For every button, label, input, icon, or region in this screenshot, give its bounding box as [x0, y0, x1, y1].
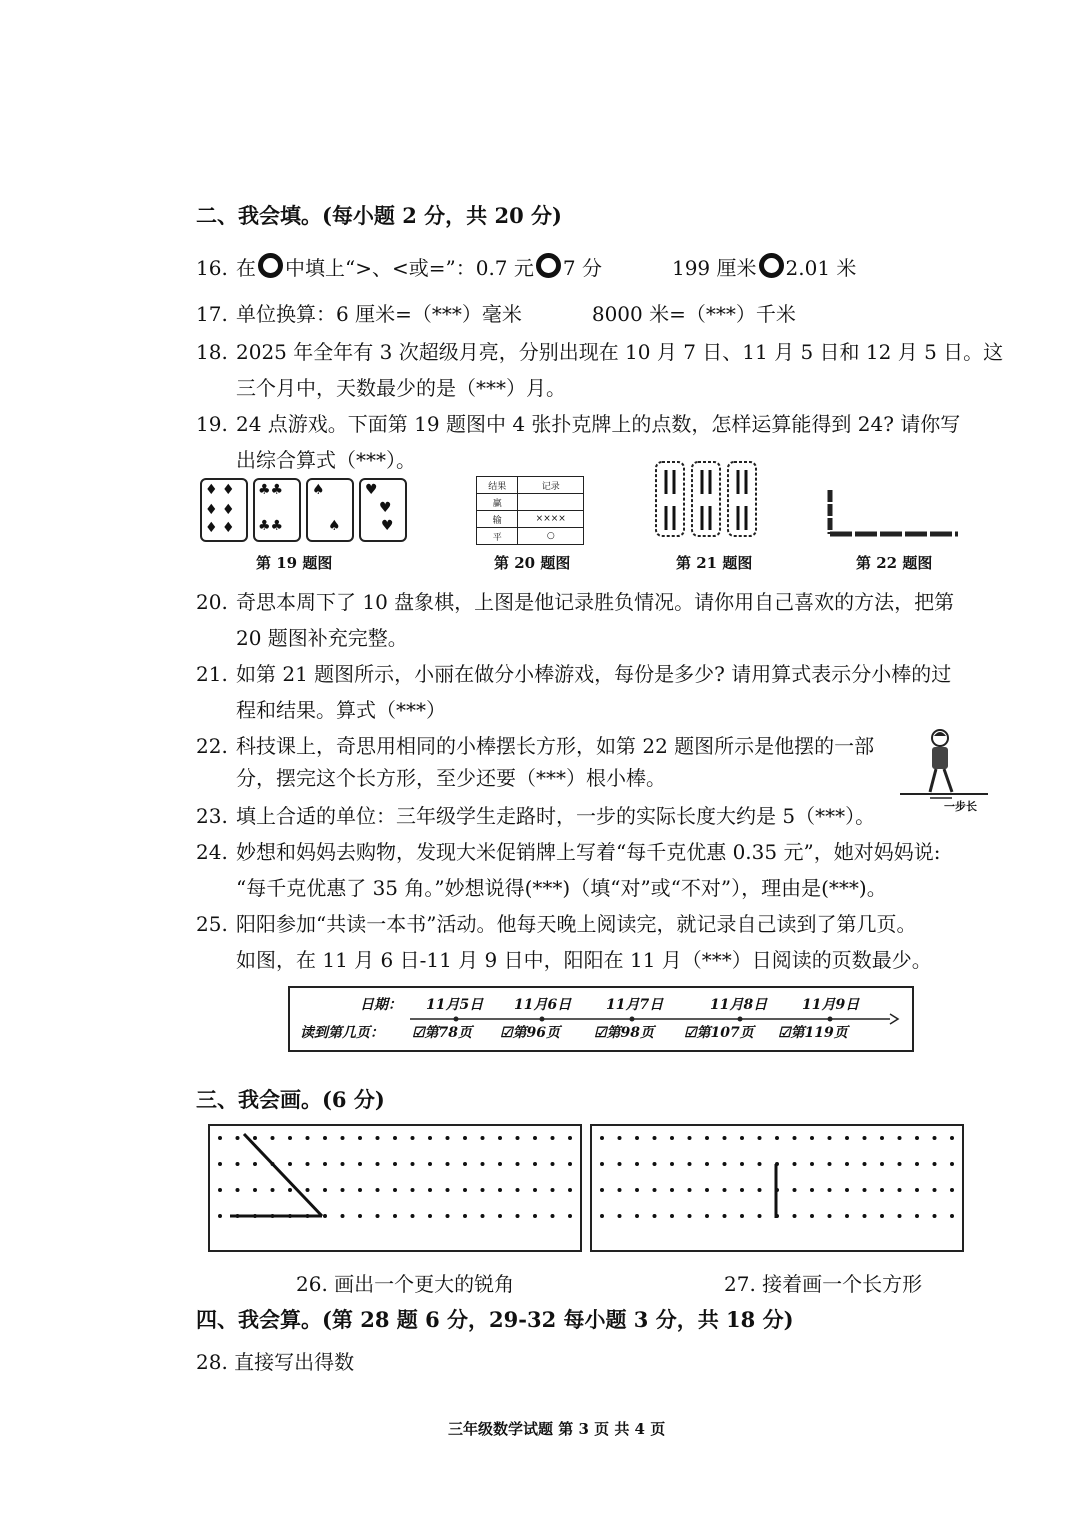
grid-dot[interactable]	[898, 1162, 902, 1166]
grid-dot[interactable]	[271, 1188, 275, 1192]
timeline-date: 11月9日	[802, 997, 860, 1013]
timeline-page: ☑第96页	[500, 1025, 561, 1041]
timeline-page: ☑第107页	[684, 1025, 754, 1041]
timeline-page: ☑第119页	[778, 1025, 848, 1041]
q25-line1: 阳阳参加“共读一本书”活动。他每天晚上阅读完，就记录自己读到了第几页。	[236, 912, 917, 936]
grid-dot[interactable]	[915, 1136, 919, 1140]
grid-dot[interactable]	[933, 1188, 937, 1192]
answer-circle-icon[interactable]	[759, 253, 784, 278]
answer-circle-icon[interactable]	[258, 253, 283, 278]
grid-dot[interactable]	[323, 1136, 327, 1140]
grid-dot[interactable]	[723, 1136, 727, 1140]
grid-dot[interactable]	[600, 1136, 604, 1140]
grid-dot[interactable]	[723, 1188, 727, 1192]
grid-dot[interactable]	[446, 1214, 450, 1218]
grid-dot[interactable]	[775, 1162, 779, 1166]
q16-text-b: 中填上“>、<或=”：0.7 元	[285, 256, 534, 280]
reading-timeline	[288, 986, 914, 1052]
grid-dot[interactable]	[376, 1162, 380, 1166]
question-25	[196, 908, 916, 937]
grid-dot[interactable]	[635, 1136, 639, 1140]
grid-dot[interactable]	[635, 1214, 639, 1218]
grid-dot[interactable]	[236, 1136, 240, 1140]
q22-line2: 分，摆完这个长方形，至少还要（***）根小棒。	[236, 766, 666, 790]
timeline-page: ☑第78页	[412, 1025, 473, 1041]
grid-dot[interactable]	[428, 1188, 432, 1192]
grid-dot[interactable]	[306, 1188, 310, 1192]
grid-dot[interactable]	[551, 1214, 555, 1218]
table-header-record: 记录	[518, 477, 584, 494]
grid-dot[interactable]	[793, 1188, 797, 1192]
grid-dot[interactable]	[568, 1162, 572, 1166]
question-16	[196, 252, 856, 281]
grid-dot[interactable]	[915, 1162, 919, 1166]
grid-dot[interactable]	[288, 1162, 292, 1166]
grid-dot[interactable]	[600, 1188, 604, 1192]
card-hearts-icon: ♥ ♥ ♥	[359, 478, 407, 542]
grid-dot[interactable]	[341, 1162, 345, 1166]
grid-dot[interactable]	[898, 1188, 902, 1192]
grid-dot[interactable]	[341, 1214, 345, 1218]
q23-number: 23.	[196, 804, 228, 828]
grid-dot[interactable]	[828, 1214, 832, 1218]
grid-dot[interactable]	[705, 1188, 709, 1192]
grid-dot[interactable]	[740, 1188, 744, 1192]
grid-dot[interactable]	[705, 1136, 709, 1140]
timeline-page-label: 读到第几页：	[300, 1025, 384, 1041]
grid-dot[interactable]	[218, 1188, 222, 1192]
grid-dot[interactable]	[533, 1162, 537, 1166]
grid-dot[interactable]	[810, 1188, 814, 1192]
grid-dot[interactable]	[880, 1214, 884, 1218]
table-cell-win-record[interactable]	[518, 494, 584, 511]
grid-dot[interactable]	[950, 1162, 954, 1166]
table-row-lose: 输	[477, 511, 518, 528]
grid-dot[interactable]	[358, 1188, 362, 1192]
grid-dot[interactable]	[670, 1162, 674, 1166]
q24-line1: 妙想和妈妈去购物，发现大米促销牌上写着“每千克优惠 0.35 元”，她对妈妈说:	[236, 840, 941, 864]
grid-dot[interactable]	[306, 1162, 310, 1166]
grid-dot[interactable]	[600, 1214, 604, 1218]
grid-dot[interactable]	[376, 1136, 380, 1140]
grid-dot[interactable]	[463, 1136, 467, 1140]
grid-dot[interactable]	[845, 1136, 849, 1140]
grid-dot[interactable]	[933, 1214, 937, 1218]
grid-dot[interactable]	[898, 1214, 902, 1218]
grid-dot[interactable]	[393, 1214, 397, 1218]
table-row-win: 赢	[477, 494, 518, 511]
grid-dot[interactable]	[516, 1162, 520, 1166]
question-23	[196, 800, 875, 829]
timeline-date-label: 日期：	[360, 997, 402, 1013]
grid-dot[interactable]	[411, 1214, 415, 1218]
grid-dot[interactable]	[635, 1188, 639, 1192]
grid-dot[interactable]	[253, 1162, 257, 1166]
dot-grid-rectangle[interactable]	[590, 1124, 964, 1252]
grid-dot[interactable]	[481, 1136, 485, 1140]
q24-number: 24.	[196, 840, 228, 864]
grid-dot[interactable]	[288, 1188, 292, 1192]
grid-dot[interactable]	[898, 1136, 902, 1140]
figure-22-stick-rectangle-icon	[822, 484, 962, 544]
q22-line1: 科技课上，奇思用相同的小棒摆长方形，如第 22 题图所示是他摆的一部	[236, 734, 875, 758]
q20-line2: 20 题图补充完整。	[236, 626, 408, 650]
grid-dot[interactable]	[618, 1162, 622, 1166]
grid-dot[interactable]	[411, 1162, 415, 1166]
question-27: 27. 接着画一个长方形	[724, 1272, 923, 1296]
grid-dot[interactable]	[323, 1188, 327, 1192]
grid-dot[interactable]	[428, 1214, 432, 1218]
walking-girl-icon	[900, 726, 990, 806]
grid-dot[interactable]	[428, 1136, 432, 1140]
grid-dot[interactable]	[271, 1136, 275, 1140]
caption-fig-19: 第 19 题图	[256, 554, 333, 572]
grid-dot[interactable]	[688, 1162, 692, 1166]
grid-dot[interactable]	[463, 1188, 467, 1192]
grid-dot[interactable]	[950, 1188, 954, 1192]
caption-fig-21: 第 21 题图	[676, 554, 753, 572]
q21-number: 21.	[196, 662, 228, 686]
grid-dot[interactable]	[688, 1214, 692, 1218]
grid-dot[interactable]	[723, 1214, 727, 1218]
grid-dot[interactable]	[253, 1188, 257, 1192]
grid-dot[interactable]	[880, 1162, 884, 1166]
grid-dot[interactable]	[271, 1162, 275, 1166]
q17-text-b: 8000 米=（***）千米	[591, 302, 796, 326]
q16-number: 16.	[196, 256, 228, 280]
grid-dot[interactable]	[828, 1162, 832, 1166]
table-header-result: 结果	[477, 477, 518, 494]
grid-dot[interactable]	[323, 1162, 327, 1166]
grid-dot[interactable]	[253, 1136, 257, 1140]
grid-dot[interactable]	[723, 1162, 727, 1166]
grid-dot[interactable]	[218, 1162, 222, 1166]
grid-dot[interactable]	[845, 1162, 849, 1166]
grid-dot[interactable]	[863, 1136, 867, 1140]
caption-fig-22: 第 22 题图	[856, 554, 933, 572]
grid-dot[interactable]	[551, 1188, 555, 1192]
grid-dot[interactable]	[915, 1188, 919, 1192]
grid-dot[interactable]	[618, 1136, 622, 1140]
grid-dot[interactable]	[481, 1162, 485, 1166]
grid-dot[interactable]	[653, 1136, 657, 1140]
q16-text-e: 2.01 米	[785, 256, 857, 280]
q17-number: 17.	[196, 302, 228, 326]
q18-number: 18.	[196, 340, 228, 364]
grid-dot[interactable]	[775, 1188, 779, 1192]
grid-dot[interactable]	[863, 1188, 867, 1192]
grid-dot[interactable]	[358, 1214, 362, 1218]
grid-dot[interactable]	[498, 1214, 502, 1218]
q25-number: 25.	[196, 912, 228, 936]
grid-dot[interactable]	[653, 1188, 657, 1192]
question-18	[196, 336, 1003, 365]
grid-dot[interactable]	[845, 1214, 849, 1218]
answer-circle-icon[interactable]	[536, 253, 561, 278]
grid-dot[interactable]	[288, 1214, 292, 1218]
grid-dot[interactable]	[653, 1214, 657, 1218]
q20-number: 20.	[196, 590, 228, 614]
grid-dot[interactable]	[306, 1214, 310, 1218]
grid-dot[interactable]	[533, 1136, 537, 1140]
section-3-heading: 三、我会画。(6 分)	[196, 1087, 385, 1112]
section-2-heading: 二、我会填。(每小题 2 分，共 20 分)	[196, 203, 562, 228]
q19-line1: 24 点游戏。下面第 19 题图中 4 张扑克牌上的点数，怎样运算能得到 24? 请你写	[236, 412, 961, 436]
grid-dot[interactable]	[393, 1188, 397, 1192]
grid-dot[interactable]	[498, 1136, 502, 1140]
question-21	[196, 658, 951, 687]
grid-dot[interactable]	[271, 1214, 275, 1218]
table-cell-lose-record: ××××	[518, 511, 584, 528]
grid-dot[interactable]	[481, 1214, 485, 1218]
q22-number: 22.	[196, 734, 228, 758]
grid-dot[interactable]	[688, 1188, 692, 1192]
table-cell-draw-record: ○	[518, 528, 584, 545]
q25-line2: 如图，在 11 月 6 日-11 月 9 日中，阳阳在 11 月（***）日阅读的页数最少。	[236, 948, 932, 972]
grid-dot[interactable]	[810, 1136, 814, 1140]
grid-dot[interactable]	[933, 1136, 937, 1140]
grid-dot[interactable]	[880, 1136, 884, 1140]
grid-dot[interactable]	[705, 1162, 709, 1166]
grid-dot[interactable]	[498, 1162, 502, 1166]
grid-dot[interactable]	[323, 1214, 327, 1218]
grid-dot[interactable]	[950, 1136, 954, 1140]
timeline-date: 11月6日	[514, 997, 572, 1013]
grid-dot[interactable]	[358, 1162, 362, 1166]
q16-text-d: 199 厘米	[671, 256, 757, 280]
grid-dot[interactable]	[688, 1136, 692, 1140]
grid-dot[interactable]	[341, 1136, 345, 1140]
figure-21-sticks-icon	[652, 460, 762, 540]
grid-dot[interactable]	[740, 1214, 744, 1218]
grid-dot[interactable]	[393, 1136, 397, 1140]
grid-dot[interactable]	[516, 1136, 520, 1140]
grid-dot[interactable]	[740, 1136, 744, 1140]
question-26: 26. 画出一个更大的锐角	[296, 1272, 515, 1296]
grid-dot[interactable]	[828, 1136, 832, 1140]
card-clubs-icon: ♣♣ ♣♣	[253, 478, 301, 542]
grid-dot[interactable]	[533, 1214, 537, 1218]
timeline-date: 11月8日	[710, 997, 768, 1013]
q19-number: 19.	[196, 412, 228, 436]
grid-dot[interactable]	[933, 1162, 937, 1166]
grid-dot[interactable]	[463, 1162, 467, 1166]
grid-dot[interactable]	[516, 1188, 520, 1192]
grid-dot[interactable]	[705, 1214, 709, 1218]
page-footer: 三年级数学试题 第 3 页 共 4 页	[448, 1420, 666, 1438]
grid-dot[interactable]	[236, 1214, 240, 1218]
grid-dot[interactable]	[810, 1214, 814, 1218]
grid-dot[interactable]	[758, 1214, 762, 1218]
grid-dot[interactable]	[411, 1188, 415, 1192]
q21-line1: 如第 21 题图所示，小丽在做分小棒游戏，每份是多少? 请用算式表示分小棒的过	[236, 662, 952, 686]
grid-dot[interactable]	[218, 1214, 222, 1218]
grid-dot[interactable]	[793, 1214, 797, 1218]
question-17	[196, 298, 796, 327]
question-22	[196, 730, 874, 759]
grid-dot[interactable]	[828, 1188, 832, 1192]
grid-dot[interactable]	[551, 1136, 555, 1140]
grid-dot[interactable]	[393, 1162, 397, 1166]
timeline-page: ☑第98页	[594, 1025, 655, 1041]
question-20	[196, 586, 954, 615]
grid-dot[interactable]	[428, 1162, 432, 1166]
grid-dot[interactable]	[758, 1136, 762, 1140]
question-19	[196, 408, 960, 437]
question-24	[196, 836, 940, 865]
dot-grid-angle-canvas	[210, 1126, 580, 1250]
grid-dot[interactable]	[218, 1136, 222, 1140]
grid-dot[interactable]	[915, 1214, 919, 1218]
grid-dot[interactable]	[463, 1214, 467, 1218]
grid-dot[interactable]	[793, 1136, 797, 1140]
grid-dot[interactable]	[498, 1188, 502, 1192]
grid-dot[interactable]	[863, 1214, 867, 1218]
grid-dot[interactable]	[775, 1214, 779, 1218]
section-4-heading: 四、我会算。(第 28 题 6 分，29-32 每小题 3 分，共 18 分)	[196, 1307, 794, 1332]
q24-line2: “每千克优惠了 35 角。”妙想说得(***)（填“对”或“不对”），理由是(***)。	[236, 876, 887, 900]
grid-dot[interactable]	[568, 1136, 572, 1140]
q19-line2: 出综合算式（***）。	[236, 448, 416, 472]
dot-grid-rectangle-canvas	[592, 1126, 962, 1250]
dot-grid-angle[interactable]	[208, 1124, 582, 1252]
grid-dot[interactable]	[950, 1214, 954, 1218]
figure-20-table	[476, 476, 584, 545]
q18-line2: 三个月中，天数最少的是（***）月。	[236, 376, 566, 400]
grid-dot[interactable]	[568, 1188, 572, 1192]
grid-dot[interactable]	[551, 1162, 555, 1166]
grid-dot[interactable]	[758, 1188, 762, 1192]
grid-dot[interactable]	[516, 1214, 520, 1218]
q17-text-a: 单位换算：6 厘米=（***）毫米	[236, 302, 522, 326]
grid-dot[interactable]	[775, 1136, 779, 1140]
grid-dot[interactable]	[670, 1136, 674, 1140]
table-row-draw: 平	[477, 528, 518, 545]
grid-dot[interactable]	[533, 1188, 537, 1192]
grid-dot[interactable]	[288, 1136, 292, 1140]
grid-dot[interactable]	[376, 1188, 380, 1192]
question-28: 28. 直接写出得数	[196, 1350, 355, 1374]
grid-dot[interactable]	[446, 1188, 450, 1192]
q21-line2: 程和结果。算式（***）	[236, 698, 446, 722]
caption-fig-20: 第 20 题图	[494, 554, 571, 572]
grid-dot[interactable]	[411, 1136, 415, 1140]
grid-dot[interactable]	[358, 1136, 362, 1140]
card-diamonds-icon: ♦ ♦ ♦ ♦ ♦ ♦	[200, 478, 248, 542]
q20-line1: 奇思本周下了 10 盘象棋，上图是他记录胜负情况。请你用自己喜欢的方法，把第	[236, 590, 955, 614]
q16-text-a: 在	[236, 256, 256, 280]
grid-dot[interactable]	[653, 1162, 657, 1166]
grid-dot[interactable]	[481, 1188, 485, 1192]
grid-dot[interactable]	[341, 1188, 345, 1192]
grid-dot[interactable]	[845, 1188, 849, 1192]
grid-dot[interactable]	[880, 1188, 884, 1192]
grid-dot[interactable]	[758, 1162, 762, 1166]
grid-dot[interactable]	[618, 1214, 622, 1218]
step-length-label: 一步长	[944, 800, 977, 813]
grid-dot[interactable]	[635, 1162, 639, 1166]
grid-dot[interactable]	[236, 1162, 240, 1166]
timeline-date: 11月5日	[426, 997, 484, 1013]
grid-dot[interactable]	[793, 1162, 797, 1166]
grid-dot[interactable]	[863, 1162, 867, 1166]
grid-dot[interactable]	[376, 1214, 380, 1218]
grid-dot[interactable]	[236, 1188, 240, 1192]
q23-text: 填上合适的单位：三年级学生走路时，一步的实际长度大约是 5（***）。	[236, 804, 876, 828]
grid-dot[interactable]	[810, 1162, 814, 1166]
grid-dot[interactable]	[670, 1188, 674, 1192]
grid-dot[interactable]	[306, 1136, 310, 1140]
grid-dot[interactable]	[600, 1162, 604, 1166]
grid-dot[interactable]	[253, 1214, 257, 1218]
grid-dot[interactable]	[446, 1162, 450, 1166]
q16-text-c: 7 分	[562, 256, 602, 280]
card-spades-icon: ♠ ♠	[306, 478, 354, 542]
grid-dot[interactable]	[446, 1136, 450, 1140]
grid-dot[interactable]	[740, 1162, 744, 1166]
grid-dot[interactable]	[618, 1188, 622, 1192]
q18-line1: 2025 年全年有 3 次超级月亮，分别出现在 10 月 7 日、11 月 5 日和 12 月 5 日。这	[236, 340, 1004, 364]
grid-dot[interactable]	[568, 1214, 572, 1218]
timeline-date: 11月7日	[606, 997, 664, 1013]
grid-dot[interactable]	[670, 1214, 674, 1218]
